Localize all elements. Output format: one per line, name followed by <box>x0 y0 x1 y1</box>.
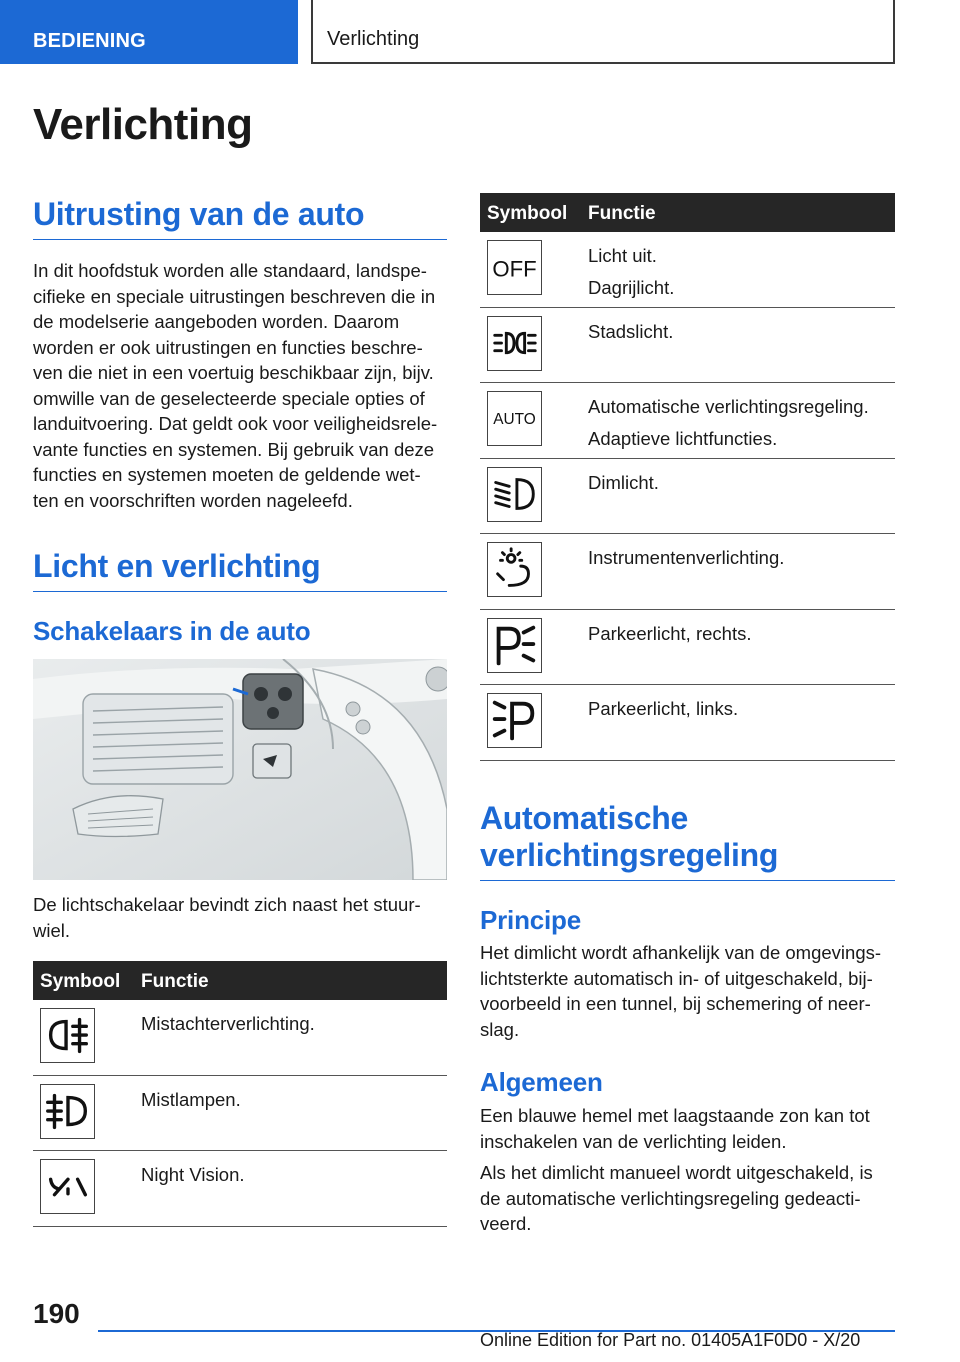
fog-lamps-icon <box>40 1084 95 1139</box>
table-row <box>480 232 895 308</box>
row-function: Parkeerlicht, links. <box>588 698 739 719</box>
row-function: Dimlicht. <box>588 472 659 493</box>
table-row <box>33 1076 447 1151</box>
low-beam-icon <box>487 467 542 522</box>
row-function: Automatische verlichtingsregeling. Adaptieve lichtfuncties. <box>588 396 869 449</box>
edition-text: Online Edition for Part no. 01405A1F0D0 - X/20 <box>480 1330 861 1350</box>
table-row <box>33 1151 447 1227</box>
paragraph-general-1: Een blauwe hemel met laagstaande zon kan tot inschakelen van de verlichting leiden. <box>480 1105 870 1152</box>
table-row <box>480 459 895 534</box>
paragraph-principle: Het dimlicht wordt afhankelijk van de omgevings- lichtsterkte automatisch in- of uitgeschakeld, bij- voorbeeld in een tunnel, bij schemering of neer- slag. <box>480 942 882 1040</box>
row-function: Parkeerlicht, rechts. <box>588 623 752 644</box>
heading-switches: Schakelaars in de auto <box>33 616 311 646</box>
parking-light-right-icon <box>487 618 542 673</box>
paragraph-general-2: Als het dimlicht manueel wordt uitgeschakeld, is de automatische verlichtingsregeling gedeacti- veerd. <box>480 1162 873 1234</box>
auto-icon <box>487 391 542 446</box>
table-row <box>480 610 895 685</box>
table-row <box>33 1000 447 1076</box>
heading-light: Licht en verlichting <box>33 548 447 592</box>
page-number: 190 <box>33 1298 80 1329</box>
row-function: Instrumentenverlichting. <box>588 547 785 568</box>
dashboard-light-switch-photo <box>33 659 447 880</box>
row-function: Stadslicht. <box>588 321 674 342</box>
table-row <box>480 534 895 610</box>
col-symbol: Symbool <box>487 203 568 224</box>
heading-equipment: Uitrusting van de auto <box>33 196 447 240</box>
table-row <box>480 685 895 761</box>
heading-principle: Principe <box>480 905 581 935</box>
off-icon <box>487 240 542 295</box>
heading-automatic-lighting: Automatische verlichtingsregeling <box>480 800 895 881</box>
parking-lights-icon <box>487 316 542 371</box>
table-row <box>480 308 895 383</box>
row-function: Mistachterverlichting. <box>141 1013 315 1034</box>
row-function: Mistlampen. <box>141 1089 241 1110</box>
table-header <box>480 193 895 232</box>
table-row <box>480 383 895 459</box>
col-function: Functie <box>588 203 656 224</box>
chapter-tab[interactable]: Verlichting <box>311 0 895 64</box>
table-header <box>33 961 447 1000</box>
page-title: Verlichting <box>33 100 253 149</box>
col-function: Functie <box>141 971 209 992</box>
off-icon-text: OFF <box>492 256 537 282</box>
night-vision-icon <box>40 1159 95 1214</box>
instrument-lighting-icon <box>487 542 542 597</box>
col-symbol: Symbool <box>40 971 121 992</box>
row-function: Night Vision. <box>141 1164 245 1185</box>
auto-icon-text: AUTO <box>493 410 536 428</box>
heading-general: Algemeen <box>480 1067 603 1097</box>
rear-fog-light-icon <box>40 1008 95 1063</box>
row-function: Licht uit. Dagrijlicht. <box>588 245 675 298</box>
photo-caption: De lichtschakelaar bevindt zich naast het stuur- wiel. <box>33 894 421 941</box>
paragraph-equipment: In dit hoofdstuk worden alle standaard, landspe- cifieke en speciale uitrustingen beschreven die in de modelserie aangeboden worden. Daarom worden er ook uitrustingen en functies beschre- ven die niet in een voertuig beschikbaar zijn, bijv. omwille van de geselecteerde speciale opties of landuitvoering. Dat geldt ook voor veiligheidsrele- vante functies en systemen. Bij gebruik van deze functies en systemen moeten de geldende wet- ten en voorschriften worden nageleefd. <box>33 260 438 511</box>
section-tab[interactable]: BEDIENING <box>0 0 298 64</box>
parking-light-left-icon <box>487 693 542 748</box>
